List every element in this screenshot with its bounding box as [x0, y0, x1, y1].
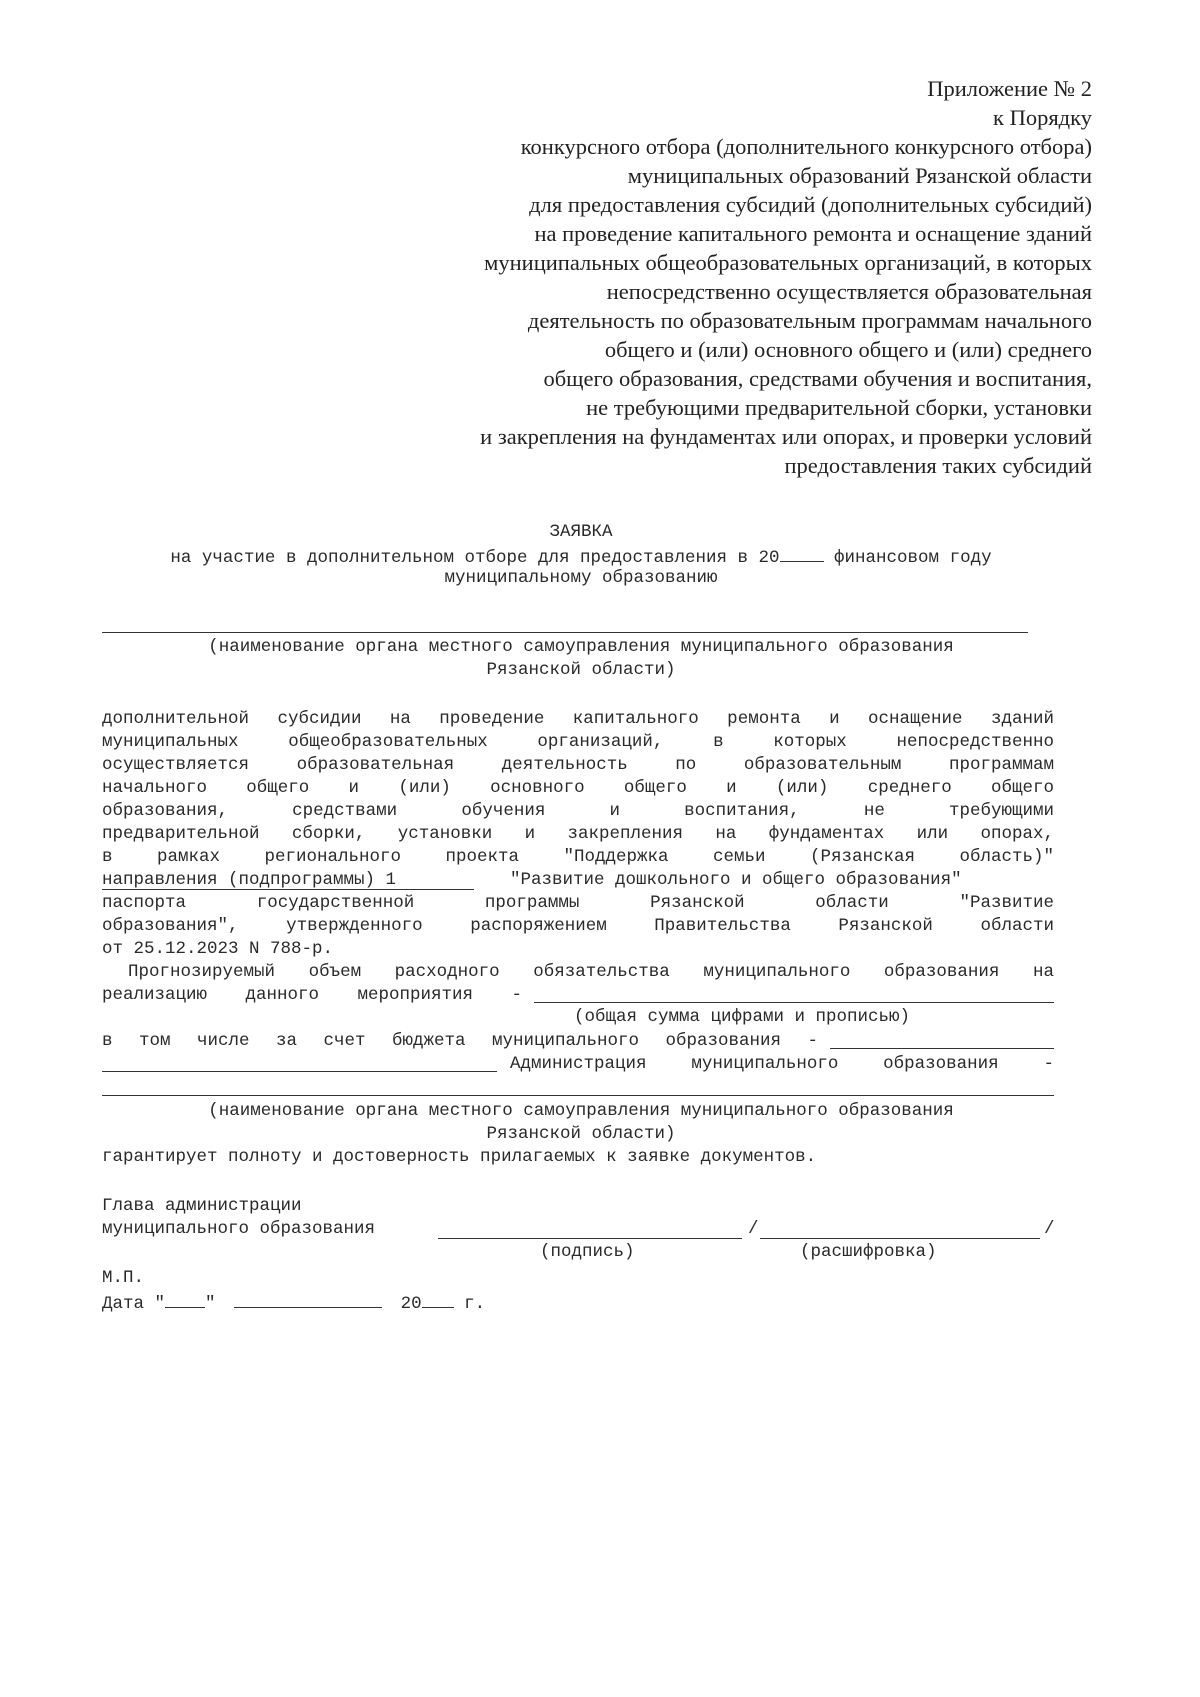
- body-line: дополнительной субсидии на проведение капитального ремонта и оснащение зданий: [102, 709, 1054, 729]
- quote-mark: ": [205, 1294, 216, 1314]
- header-line: деятельность по образовательным программам начального: [527, 308, 1092, 333]
- body-line: предварительной сборки, установки и закрепления на фундаментах или опорах,: [102, 824, 1054, 844]
- header-line: муниципальных образований Рязанской области: [627, 163, 1092, 188]
- forecast-line: Администрация муниципального образования -: [510, 1054, 1054, 1074]
- signature-blank[interactable]: [438, 1238, 742, 1239]
- title-line: муниципальному образованию: [444, 568, 718, 588]
- underline-mark: [102, 889, 474, 890]
- appendix-header: [380, 74, 1092, 480]
- body-line: начального общего и (или) основного общего и (или) среднего общего: [102, 778, 1054, 798]
- amount-continuation-blank[interactable]: [102, 1071, 497, 1072]
- guarantee-text: гарантирует полноту и достоверность прилагаемых к заявке документов.: [102, 1147, 817, 1167]
- stamp-place: М.П.: [102, 1268, 145, 1288]
- body-line: "Развитие дошкольного и общего образования": [510, 870, 962, 890]
- forecast-line: в том числе за счет бюджета муниципального образования -: [102, 1031, 818, 1051]
- header-line: общего и (или) основного общего и (или) среднего: [604, 337, 1092, 362]
- date-label: Дата: [102, 1294, 145, 1314]
- field-caption: (общая сумма цифрами и прописью): [574, 1007, 911, 1027]
- slash-separator: /: [748, 1219, 759, 1239]
- signature-title: муниципального образования: [102, 1219, 376, 1239]
- forecast-line: реализацию данного мероприятия -: [102, 985, 522, 1005]
- slash-separator: /: [1044, 1219, 1055, 1239]
- header-line: муниципальных общеобразовательных организаций, в которых: [484, 250, 1092, 275]
- body-line: образования", утвержденного распоряжением Правительства Рязанской области: [102, 916, 1054, 936]
- year-blank[interactable]: [780, 545, 824, 562]
- body-line: от 25.12.2023 N 788-р.: [102, 939, 334, 959]
- quote-mark: ": [154, 1294, 166, 1314]
- header-line: общего образования, средствами обучения и воспитания,: [543, 366, 1092, 391]
- header-line: предоставления таких субсидий: [784, 453, 1092, 478]
- body-line: паспорта государственной программы Рязанской области "Развитие: [102, 893, 1054, 913]
- field-caption: (наименование органа местного самоуправления муниципального образования: [208, 637, 954, 657]
- body-line: муниципальных общеобразовательных организаций, в которых непосредственно: [102, 732, 1054, 752]
- body-line: образования, средствами обучения и воспитания, не требующими: [102, 801, 1054, 821]
- year-suffix: г.: [464, 1294, 486, 1314]
- document-title: ЗАЯВКА: [549, 522, 613, 542]
- body-line: в рамках регионального проекта "Поддержка семьи (Рязанская область)": [102, 847, 1054, 867]
- year-blank[interactable]: [422, 1291, 454, 1308]
- field-caption: (подпись): [540, 1242, 635, 1262]
- month-blank[interactable]: [234, 1291, 382, 1308]
- header-line: и закрепления на фундаментах или опорах, и проверки условий: [480, 424, 1092, 449]
- body-line-underlined: направления (подпрограммы) 1: [102, 870, 397, 890]
- title-line-text: финансовом году: [834, 548, 992, 568]
- header-line: к Порядку: [993, 105, 1092, 130]
- header-line: Приложение № 2: [927, 76, 1092, 101]
- day-blank[interactable]: [165, 1291, 205, 1308]
- org-name-blank[interactable]: [102, 632, 1028, 633]
- field-caption: Рязанской области): [486, 1124, 676, 1144]
- forecast-line: Прогнозируемый объем расходного обязательства муниципального образования на: [128, 962, 1054, 982]
- signature-title: Глава администрации: [102, 1196, 302, 1216]
- total-amount-blank[interactable]: [534, 1002, 1054, 1003]
- header-line: для предоставления субсидий (дополнительных субсидий): [529, 192, 1092, 217]
- year-prefix: 20: [400, 1294, 422, 1314]
- header-line: непосредственно осуществляется образовательная: [606, 279, 1092, 304]
- name-decode-blank[interactable]: [760, 1238, 1040, 1239]
- title-line-text: на участие в дополнительном отборе для предоставления в 20: [170, 548, 780, 568]
- body-line: осуществляется образовательная деятельность по образовательным программам: [102, 755, 1054, 775]
- field-caption: (расшифровка): [800, 1242, 937, 1262]
- field-caption: Рязанской области): [486, 660, 676, 680]
- municipal-budget-blank[interactable]: [830, 1048, 1054, 1049]
- field-caption: (наименование органа местного самоуправления муниципального образования: [208, 1101, 954, 1121]
- date-line: [102, 1291, 485, 1314]
- title-line: [100, 545, 1062, 568]
- administration-name-blank[interactable]: [102, 1095, 1054, 1096]
- header-line: конкурсного отбора (дополнительного конкурсного отбора): [520, 134, 1092, 159]
- header-line: не требующими предварительной сборки, установки: [586, 395, 1092, 420]
- header-line: на проведение капитального ремонта и оснащение зданий: [534, 221, 1092, 246]
